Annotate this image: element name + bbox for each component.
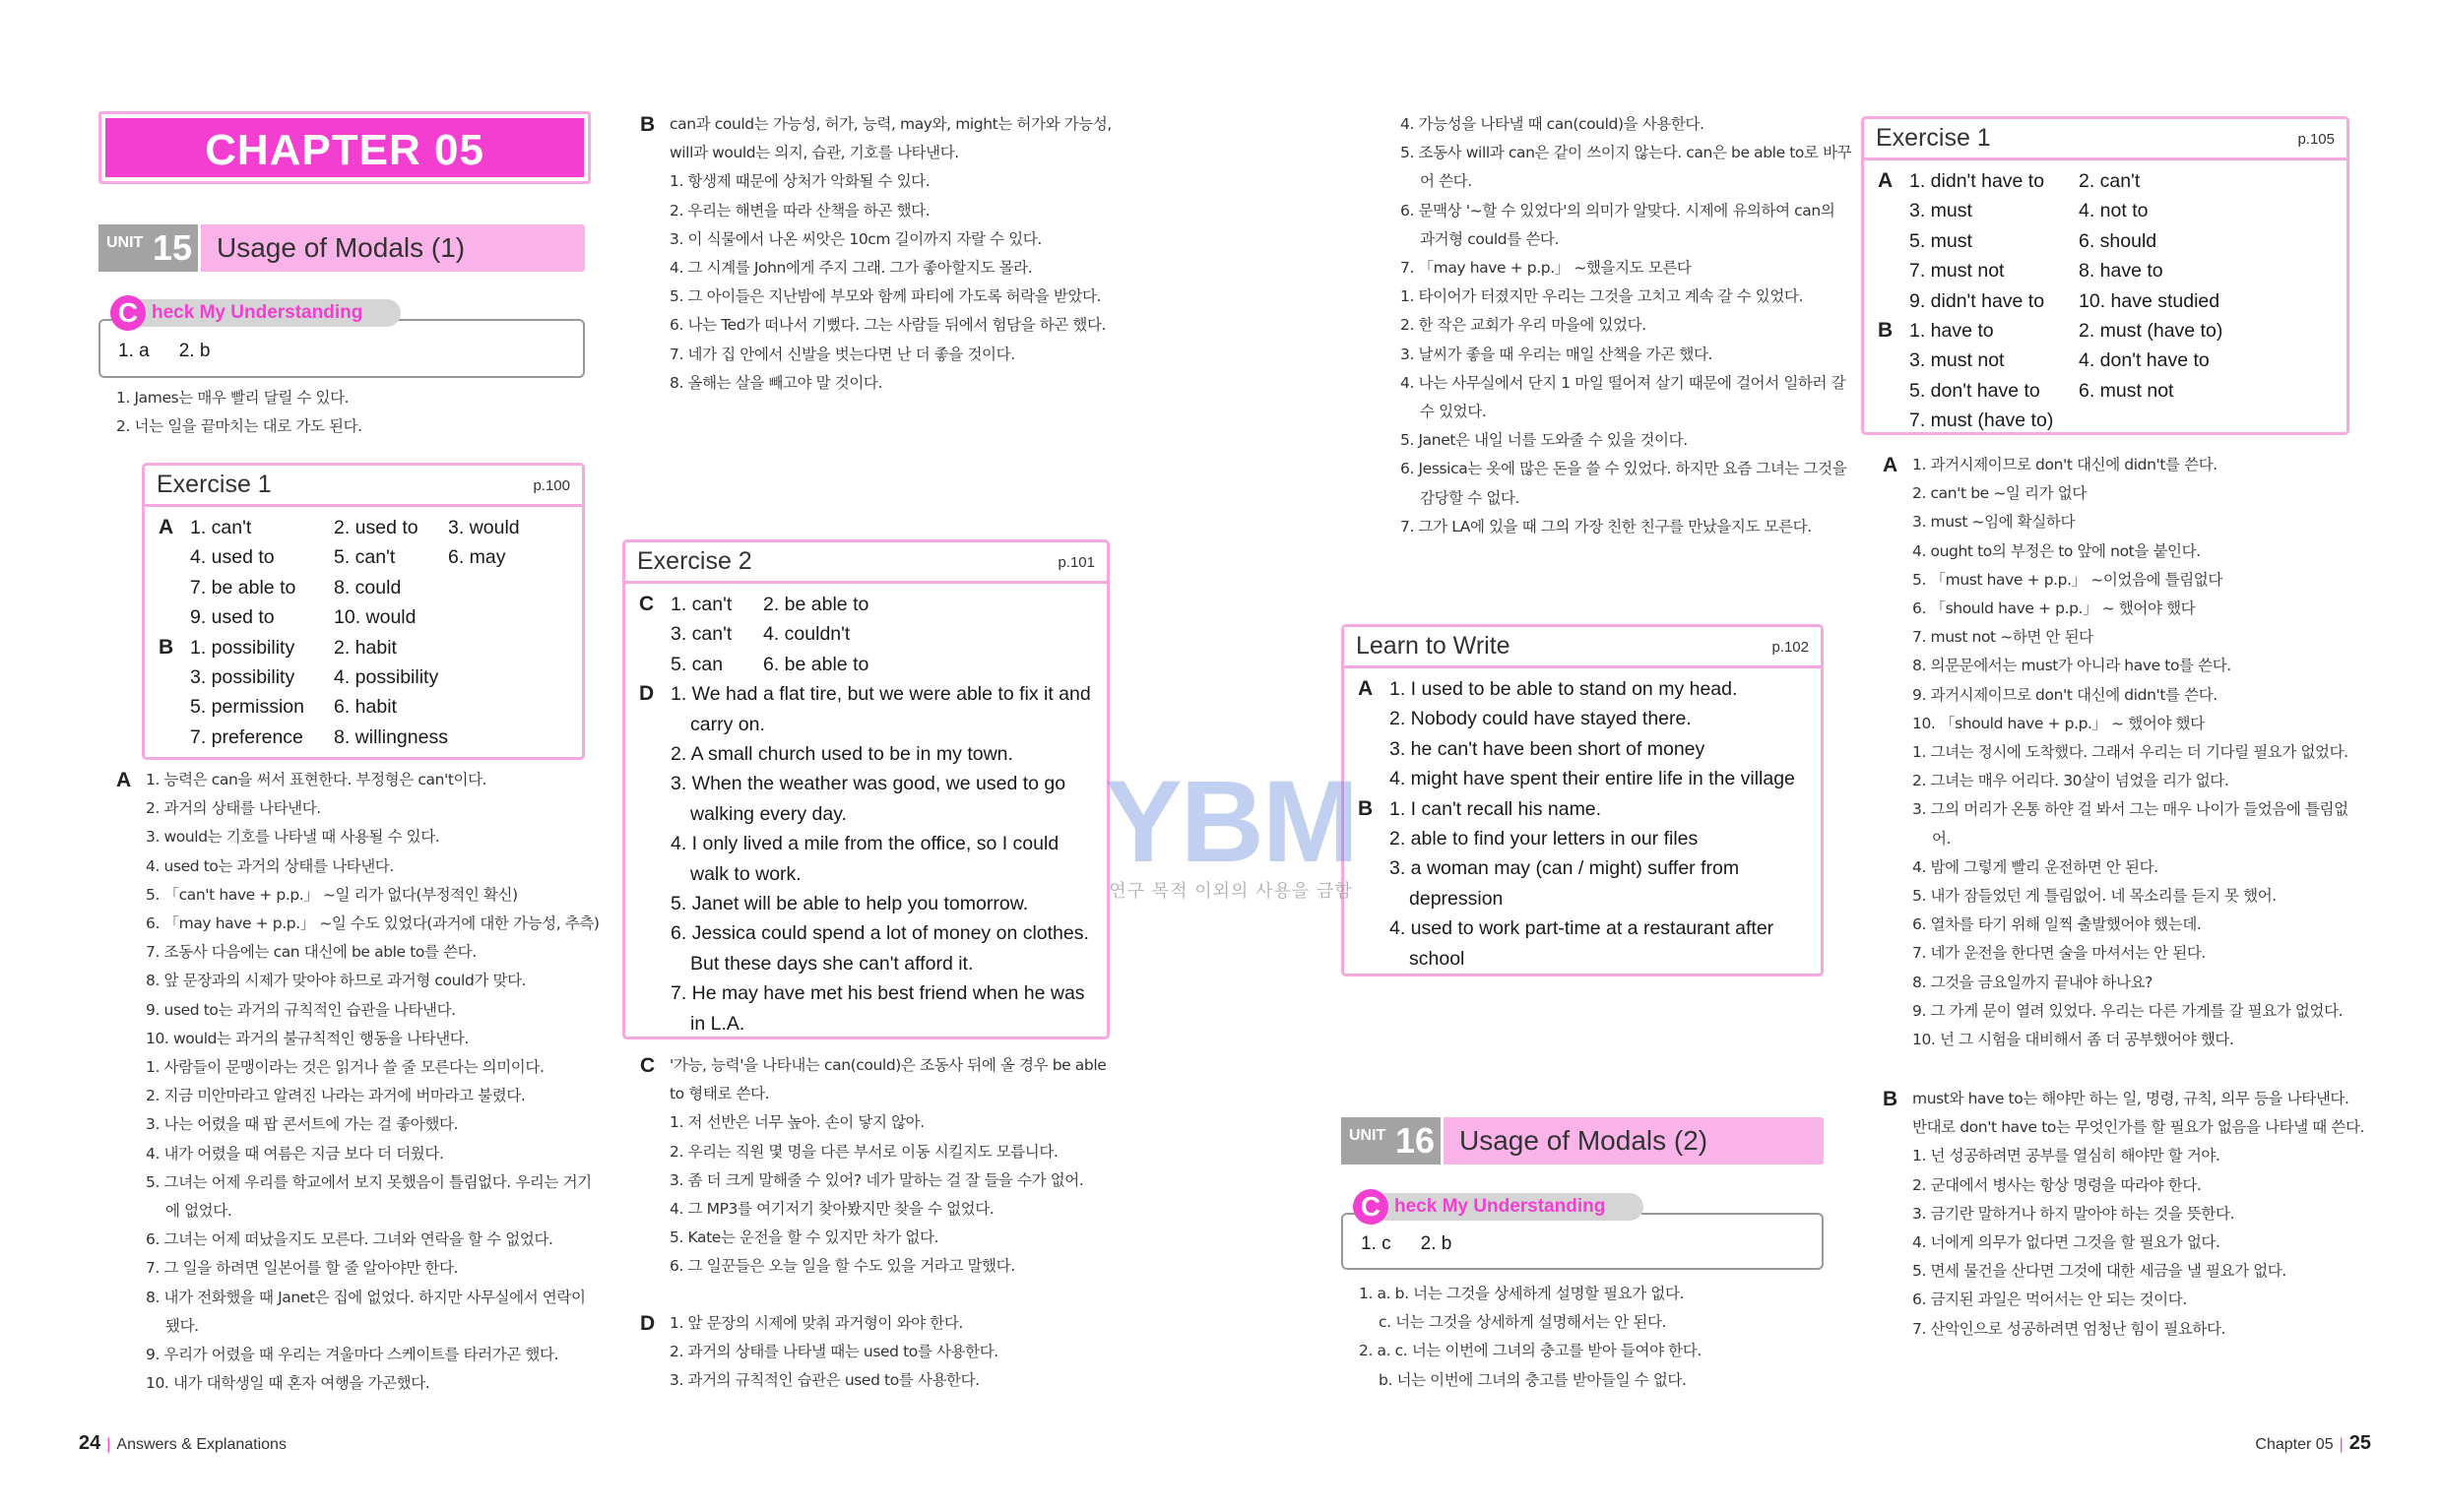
answer-row: 7. must not 8. have to <box>1909 260 2163 283</box>
explanation-line: c. 너는 그것을 상세하게 설명해서는 안 된다. <box>1379 1313 1667 1332</box>
explanation-line: 3. must ~임에 확실하다 <box>1912 513 2076 532</box>
check-understanding-15 <box>98 299 585 378</box>
answer-row: 3. must not 4. don't have to <box>1909 349 2210 372</box>
answer-row: 9. didn't have to 10. have studied <box>1909 289 2220 312</box>
explanation-A-left <box>116 766 600 1398</box>
unit-number: 16 <box>1395 1120 1436 1161</box>
section-A: A 1. 과거시제이므로 don't 대신에 didn't를 쓴다. 2. can't be ~일 리가 없다 3. must ~임에 확실하다 4. ought to의 부정은 to 앞에 not을 붙인다. 5. 「must have + p.p.」 ~이었음에 틀림없다 6. 「should have + p.p.」 ~ 했어야 했다 7. must not ~하면 안 된다 8. 의문문에서는 must가 아니라 have to를 쓴다. 9. 과거시제이므로 don't 대신에 didn't를 쓴다. 10. 「should have + p.p.」 ~ 했어야 했다 1. 그녀는 정시에 도착했다. 그래서 우리는 더 기다릴 필요가 없었다. 2. 그녀는 매우 어리다. 30살이 넘었을 리가 없다. 3. 그의 머리가 온통 하얀 걸 봐서 그는 매우 나이가 들었음에 틀림없어. 4. 밤에 그렇게 빨리 운전하면 안 된다. 5. 내가 잠들었던 게 틀림없어. 네 목소리를 듣지 못 했어. 6. 열차를 타기 위해 일찍 출발했어야 했는데. 7. 네가 운전을 한다면 술을 마셔서는 안 된다. 8. 그것을 금요일까지 끝내야 하나요? 9. 그 가게 문이 열려 있었다. 우리는 다른 가게를 갈 필요가 없었다. 10. 넌 그 시험을 대비해서 좀 더 공부했어야 했다. <box>1883 451 2365 1054</box>
answer-line: 5. Janet will be able to help you tomorrow. <box>671 893 1029 915</box>
answer-line: 4. used to work part-time at a restaurant after school <box>1389 917 1774 970</box>
explanation-line: 4. 그 시계를 John에게 주지 그래. 그가 좋아할지도 몰라. <box>670 259 1033 278</box>
explanation-line: 1. 넌 성공하려면 공부를 열심히 해야만 할 거야. <box>1912 1147 2220 1166</box>
section-A: A 1. didn't have to 2. can't 3. must 4. not to 5. must 6. should 7. must not 8. have to 9. didn't have to 10. have studied <box>1878 166 2337 316</box>
page-number-left: 24 <box>79 1432 101 1454</box>
explanation-line: 6. 금지된 과일은 먹어서는 안 되는 것이다. <box>1912 1291 2187 1309</box>
explanation-line: 7. 그가 LA에 있을 때 그의 가장 친한 친구를 만났을지도 모른다. <box>1400 517 1812 536</box>
chapter-title: CHAPTER 05 <box>205 126 484 174</box>
explanation-A-right <box>1883 451 2365 1054</box>
explanation-line: 2. a. c. 너는 이번에 그녀의 충고를 받아 들여야 한다. <box>1359 1342 1702 1360</box>
explanation-line: must와 have to는 해야만 하는 일, 명령, 규칙, 의무 등을 나타낸다. 반대로 don't have to는 무엇인가를 할 필요가 없음을 나타낼 때 쓴다. <box>1912 1090 2365 1137</box>
check-answer: 1. a <box>118 341 150 361</box>
answer-line: 3. he can't have been short of money <box>1389 737 1705 760</box>
check-title-text: heck My Understanding <box>152 302 363 323</box>
unit-number: 15 <box>153 227 193 268</box>
explanation-line: 1. 그녀는 정시에 도착했다. 그래서 우리는 더 기다릴 필요가 없었다. <box>1912 743 2348 762</box>
answer-line: 4. might have spent their entire life in the village <box>1389 768 1795 790</box>
answer-line: 2. A small church used to be in my town. <box>671 742 1013 765</box>
explanation-line: 1. a. b. 너는 그것을 상세하게 설명할 필요가 없다. <box>1359 1285 1685 1302</box>
explanation-D-continued <box>1371 110 1853 541</box>
footer-right: Chapter 05 | 25 <box>2255 1432 2371 1454</box>
explanation-line: 2. can't be ~일 리가 없다 <box>1912 484 2087 503</box>
answer-line: 4. I only lived a mile from the office, so I could walk to work. <box>671 833 1060 885</box>
check-understanding-16 <box>1341 1193 1824 1272</box>
explanation-line: 8. 올해는 살을 빼고야 말 것이다. <box>670 373 883 392</box>
page-number-right: 25 <box>2348 1432 2371 1454</box>
explanation-line: 10. 내가 대학생일 때 혼자 여행을 가곤했다. <box>146 1374 430 1393</box>
explanation-line: 10. 넌 그 시험을 대비해서 좀 더 공부했어야 했다. <box>1912 1031 2234 1049</box>
explanation-C-left <box>640 1051 1113 1282</box>
explanation-line: 5. Janet은 내일 너를 도와줄 수 있을 것이다. <box>1400 431 1688 450</box>
check-title-pill <box>110 299 401 327</box>
explanation-line: 7. must not ~하면 안 된다 <box>1912 628 2093 647</box>
explanation-line: 2. 우리는 직원 몇 명을 다른 부서로 이동 시킬지도 모릅니다. <box>670 1142 1059 1161</box>
answer-line: 3. a woman may (can / might) suffer from depression <box>1389 857 1740 910</box>
answer-line: 3. When the weather was good, we used to go walking every day. <box>671 773 1066 825</box>
explanation-line: 5. 조동사 will과 can은 같이 쓰이지 않는다. can은 be able to로 바꾸어 쓴다. <box>1400 144 1852 191</box>
answer-line: 1. We had a flat tire, but we were able to fix it and carry on. <box>671 683 1091 735</box>
explanation-line: 1. James는 매우 빨리 달릴 수 있다. <box>116 389 350 407</box>
explanation-line: 3. 좀 더 크게 말해줄 수 있어? 네가 말하는 걸 잘 들을 수가 없어. <box>670 1170 1084 1189</box>
answer-row: 9. used to 10. would <box>190 606 417 629</box>
explanation-line: 7. 산악인으로 성공하려면 엄청난 힘이 필요하다. <box>1912 1319 2226 1338</box>
answer-row: 5. must 6. should <box>1909 229 2157 252</box>
explanation-line: 6. 그 일꾼들은 오늘 일을 할 수도 있을 거라고 말했다. <box>670 1257 1015 1276</box>
explanation-line: 6. 그녀는 어제 떠났을지도 모른다. 그녀와 연락을 할 수 없었다. <box>146 1230 553 1249</box>
explanation-line: 3. 이 식물에서 나온 씨앗은 10cm 길이까지 자랄 수 있다. <box>670 229 1042 248</box>
answer-line: 6. Jessica could spend a lot of money on clothes. But these days she can't afford it. <box>671 922 1089 975</box>
exercise-answers <box>1358 674 1811 974</box>
section-A: A 1. can't 2. used to 3. would 4. used to 5. can't 6. may 7. be able to 8. could 9. used to 10. would <box>159 513 572 633</box>
explanation-line: 2. 우리는 해변을 따라 산책을 하곤 했다. <box>670 201 931 220</box>
answer-line: 2. Nobody could have stayed there. <box>1389 708 1692 730</box>
answer-row: 5. can 6. be able to <box>671 653 869 675</box>
unit-number-box <box>98 224 201 272</box>
explanation-line: 6. 「may have + p.p.」 ~일 수도 있었다(과거에 대한 가능성, 추측) <box>146 914 600 933</box>
answer-row: 1. have to 2. must (have to) <box>1909 319 2223 342</box>
unit-title: Usage of Modals (1) <box>217 232 466 263</box>
exercise1-box-right <box>1861 116 2349 435</box>
exercise-answers <box>159 513 572 752</box>
exercise-header <box>145 466 582 507</box>
exercise-header <box>625 542 1107 584</box>
chapter-banner <box>98 111 591 184</box>
explanation-line: 2. 군대에서 병사는 항상 명령을 따라야 한다. <box>1912 1175 2202 1194</box>
explanation-line: 4. 너에게 의무가 없다면 그것을 할 필요가 없다. <box>1912 1233 2220 1252</box>
answer-row: 3. can't 4. couldn't <box>671 623 851 646</box>
explanation-line: 4. 밤에 그렇게 빨리 운전하면 안 된다. <box>1912 857 2158 876</box>
exercise-header <box>1344 627 1821 668</box>
explanation-line: 9. 과거시제이므로 don't 대신에 didn't를 쓴다. <box>1912 685 2217 704</box>
explanation-line: can과 could는 가능성, 허가, 능력, may와, might는 허가와 가능성, will과 would는 의지, 습관, 기호를 나타낸다. <box>670 115 1112 162</box>
answer-line: 2. able to find your letters in our files <box>1389 828 1699 850</box>
exercise-page: p.100 <box>533 477 570 494</box>
explanation-line: 2. 너는 일을 끝마치는 대로 가도 된다. <box>116 417 362 436</box>
explanation-line: 6. 문맥상 '~할 수 있었다'의 의미가 알맞다. 시제에 유의하여 can의 과거형 could를 쓴다. <box>1400 201 1835 248</box>
explanation-line: 3. 그의 머리가 온통 하얀 걸 봐서 그는 매우 나이가 들었음에 틀림없어. <box>1912 800 2348 848</box>
explanation-line: 9. used to는 과거의 규칙적인 습관을 나타낸다. <box>146 1000 456 1019</box>
exercise2-box <box>622 539 1110 1040</box>
explanation-line: 2. 과거의 상태를 나타낼 때는 used to를 사용한다. <box>670 1343 998 1361</box>
explanation-line: 5. Kate는 운전을 할 수 있지만 차가 없다. <box>670 1228 939 1247</box>
explanation-line: 5. 「can't have + p.p.」 ~일 리가 없다(부정적인 확신) <box>146 885 518 904</box>
section-C: C '가능, 능력'을 나타내는 can(could)은 조동사 뒤에 올 경우 be able to 형태로 쓴다. 1. 저 선반은 너무 높아. 손이 닿지 않아. 2. 우리는 직원 몇 명을 다른 부서로 이동 시킬지도 모릅니다. 3. 좀 더 크게 말해줄 수 있어? 네가 말하는 걸 잘 들을 수가 없어. 4. 그 MP3를 여기저기 찾아봤지만 찾을 수 없었다. 5. Kate는 운전을 할 수 있지만 차가 없다. 6. 그 일꾼들은 오늘 일을 할 수도 있을 거라고 말했다. <box>640 1051 1113 1282</box>
answer-line: 1. I can't recall his name. <box>1389 797 1602 820</box>
explanation-line: 8. 의문문에서는 must가 아니라 have to를 쓴다. <box>1912 657 2231 675</box>
section-D: D 1. 앞 문장의 시제에 맞춰 과거형이 와야 한다. 2. 과거의 상태를 나타낼 때는 used to를 사용한다. 3. 과거의 규칙적인 습관은 used to를 사용한다. <box>640 1309 1113 1396</box>
unit-16-header <box>1341 1117 1824 1165</box>
answer-row: 1. can't 2. be able to <box>671 594 869 615</box>
explanation-line: 5. 내가 잠들었던 게 틀림없어. 네 목소리를 듣지 못 했어. <box>1912 887 2277 906</box>
explanation-line: 1. 능력은 can을 써서 표현한다. 부정형은 can't이다. <box>146 771 487 788</box>
answer-row: 1. didn't have to 2. can't <box>1909 170 2141 192</box>
exercise-page: p.101 <box>1058 554 1095 571</box>
answer-row: 1. possibility 2. habit <box>190 636 397 659</box>
check-answers <box>118 341 210 362</box>
check16-explanations <box>1359 1280 1832 1395</box>
answer-row: 7. must (have to) <box>1909 410 2054 432</box>
unit-title: Usage of Modals (2) <box>1459 1125 1708 1156</box>
answer-line: 1. I used to be able to stand on my head. <box>1389 678 1738 700</box>
section-B: B must와 have to는 해야만 하는 일, 명령, 규칙, 의무 등을 나타낸다. 반대로 don't have to는 무엇인가를 할 필요가 없음을 나타낼 때 쓴다. 1. 넌 성공하려면 공부를 열심히 해야만 할 거야. 2. 군대에서 병사는 항상 명령을 따라야 한다. 3. 금기란 말하거나 하지 말아야 하는 것을 뜻한다. 4. 너에게 의무가 없다면 그것을 할 필요가 없다. 5. 면세 물건을 산다면 그것에 대한 세금을 낼 필요가 없다. 6. 금지된 과일은 먹어서는 안 되는 것이다. 7. 산악인으로 성공하려면 엄청난 힘이 필요하다. <box>1883 1085 2365 1344</box>
answer-row: 3. possibility 4. possibility <box>190 665 439 688</box>
explanation-line: 10. 「should have + p.p.」 ~ 했어야 했다 <box>1912 714 2205 732</box>
explanation-line: 3. 나는 어렸을 때 팝 콘서트에 가는 걸 좋아했다. <box>146 1115 459 1134</box>
explanation-line: 10. would는 과거의 불규칙적인 행동을 나타낸다. <box>146 1029 469 1047</box>
explanation-line: 6. 열차를 타기 위해 일찍 출발했어야 했는데. <box>1912 915 2202 934</box>
explanation-line: 2. 그녀는 매우 어리다. 30살이 넘었을 리가 없다. <box>1912 772 2229 790</box>
footer-right-text: Chapter 05 <box>2255 1436 2334 1453</box>
explanation-B-right <box>1883 1085 2365 1344</box>
explanation-line: 6. Jessica는 옷에 많은 돈을 쓸 수 있었다. 하지만 요즘 그녀는 그것을 감당할 수 없다. <box>1400 460 1847 507</box>
watermark-logo: YBM <box>1104 757 1358 887</box>
explanation-line: 3. 금기란 말하거나 하지 말아야 하는 것을 뜻한다. <box>1912 1204 2235 1223</box>
exercise-page: p.105 <box>2297 131 2335 148</box>
explanation-line: 7. 「may have + p.p.」 ~했을지도 모른다 <box>1400 259 1692 278</box>
section-B: B 1. I can't recall his name. 2. able to find your letters in our files 3. a woman may (can / might) suffer from depression 4. used to work part-time at a restaurant after school <box>1358 794 1811 974</box>
explanation-line: 5. 면세 물건을 산다면 그것에 대한 세금을 낼 필요가 없다. <box>1912 1262 2286 1281</box>
answer-row: 7. preference 8. willingness <box>190 725 448 748</box>
check-c-circle: C <box>110 295 146 331</box>
explanation-line: 4. 그 MP3를 여기저기 찾아봤지만 찾을 수 없었다. <box>670 1200 995 1219</box>
explanation-line: 1. 과거시제이므로 don't 대신에 didn't를 쓴다. <box>1912 456 2217 473</box>
exercise-page: p.102 <box>1771 639 1809 656</box>
exercise-answers <box>639 590 1097 1039</box>
footer-left-text: Answers & Explanations <box>116 1436 287 1453</box>
section-A: A 1. I used to be able to stand on my head. 2. Nobody could have stayed there. 3. he can't have been short of money 4. might have spent their entire life in the village <box>1358 674 1811 794</box>
answer-row: 5. don't have to 6. must not <box>1909 379 2174 402</box>
section-A: A 1. 능력은 can을 써서 표현한다. 부정형은 can't이다. 2. 과거의 상태를 나타낸다. 3. would는 기호를 나타낼 때 사용될 수 있다. 4. used to는 과거의 상태를 나타낸다. 5. 「can't have + p.p.」 ~일 리가 없다(부정적인 확신) 6. 「may have + p.p.」 ~일 수도 있었다(과거에 대한 가능성, 추측) 7. 조동사 다음에는 can 대신에 be able to를 쓴다. 8. 앞 문장과의 시제가 맞아야 하므로 과거형 could가 맞다. 9. used to는 과거의 규칙적인 습관을 나타낸다. 10. would는 과거의 불규칙적인 행동을 나타낸다. 1. 사람들이 문맹이라는 것은 읽거나 쓸 줄 모른다는 의미이다. 2. 지금 미안마라고 알려진 나라는 과거에 버마라고 불렸다. 3. 나는 어렸을 때 팝 콘서트에 가는 걸 좋아했다. 4. 내가 어렸을 때 여름은 지금 보다 더 더웠다. 5. 그녀는 어제 우리를 학교에서 보지 못했음이 틀림없다. 우리는 거기에 없었다. 6. 그녀는 어제 떠났을지도 모른다. 그녀와 연락을 할 수 없었다. 7. 그 일을 하려면 일본어를 할 줄 알아야만 한다. 8. 내가 전화했을 때 Janet은 집에 없었다. 하지만 사무실에서 연락이 됐다. 9. 우리가 어렸을 때 우리는 겨울마다 스케이트를 타러가곤 했다. 10. 내가 대학생일 때 혼자 여행을 가곤했다. <box>116 766 593 1398</box>
unit-15-header <box>98 224 585 272</box>
explanation-line: 7. 네가 집 안에서 신발을 벗는다면 난 더 좋을 것이다. <box>670 345 1015 363</box>
explanation-D-left <box>640 1309 1113 1396</box>
unit-number-box <box>1341 1117 1444 1165</box>
check-answer: 2. b <box>178 341 211 361</box>
explanation-B-left <box>640 110 1113 398</box>
explanation-line: '가능, 능력'을 나타내는 can(could)은 조동사 뒤에 올 경우 be able to 형태로 쓴다. <box>670 1056 1107 1103</box>
check-title-pill <box>1353 1193 1643 1221</box>
ybm-watermark <box>1083 757 1379 911</box>
explanation-line: 5. 「must have + p.p.」 ~이었음에 틀림없다 <box>1912 570 2222 589</box>
unit-label: UNIT <box>106 234 144 251</box>
check15-explanations <box>116 384 589 441</box>
exercise-title: Exercise 1 <box>1876 124 1991 152</box>
explanation-line: b. 너는 이번에 그녀의 충고를 받아들일 수 없다. <box>1379 1370 1687 1389</box>
explanation-line: 2. 과거의 상태를 나타낸다. <box>146 799 321 818</box>
check-answer: 1. c <box>1361 1233 1391 1254</box>
explanation-line: 5. 그 아이들은 지난밤에 부모와 함께 파티에 가도록 허락을 받았다. <box>670 287 1102 306</box>
explanation-line: 6. 「should have + p.p.」 ~ 했어야 했다 <box>1912 599 2196 618</box>
check-answer: 2. b <box>1420 1233 1452 1254</box>
answer-row: 3. must 4. not to <box>1909 200 2149 222</box>
explanation-line: 4. 가능성을 나타낼 때 can(could)을 사용한다. <box>1400 115 1704 133</box>
exercise-title: Exercise 2 <box>637 547 752 575</box>
explanation-line: 9. 그 가게 문이 열려 있었다. 우리는 다른 가게를 갈 필요가 없었다. <box>1912 1001 2344 1020</box>
section-B: B can과 could는 가능성, 허가, 능력, may와, might는 허가와 가능성, will과 would는 의지, 습관, 기호를 나타낸다. 1. 항생제 때문에 상처가 악화될 수 있다. 2. 우리는 해변을 따라 산책을 하곤 했다. 3. 이 식물에서 나온 씨앗은 10cm 길이까지 자랄 수 있다. 4. 그 시계를 John에게 주지 그래. 그가 좋아할지도 몰라. 5. 그 아이들은 지난밤에 부모와 함께 파티에 가도록 허락을 받았다. 6. 나는 Ted가 떠나서 기뻤다. 그는 사람들 뒤에서 험담을 하곤 했다. 7. 네가 집 안에서 신발을 벗는다면 난 더 좋을 것이다. 8. 올해는 살을 빼고야 말 것이다. <box>640 110 1113 398</box>
explanation-line: 1. 저 선반은 너무 높아. 손이 닿지 않아. <box>670 1113 925 1132</box>
check-c-circle: C <box>1353 1189 1388 1225</box>
explanation-line: 7. 네가 운전을 한다면 술을 마셔서는 안 된다. <box>1912 944 2206 963</box>
explanation-line: 1. 항생제 때문에 상처가 악화될 수 있다. <box>670 172 931 191</box>
explanation-line: 1. 사람들이 문맹이라는 것은 읽거나 쓸 줄 모른다는 의미이다. <box>146 1058 545 1077</box>
answer-row: 4. used to 5. can't 6. may <box>190 546 506 569</box>
explanation-line: 6. 나는 Ted가 떠나서 기뻤다. 그는 사람들 뒤에서 험담을 하곤 했다. <box>670 316 1107 335</box>
exercise-answers <box>1878 166 2337 436</box>
explanation-line: 2. 지금 미안마라고 알려진 나라는 과거에 버마라고 불렸다. <box>146 1087 526 1105</box>
exercise-title: Learn to Write <box>1356 632 1510 660</box>
explanation-line: 9. 우리가 어렸을 때 우리는 겨울마다 스케이트를 타러가곤 했다. <box>146 1346 559 1364</box>
explanation-line: 4. 나는 사무실에서 단지 1 마일 떨어져 살기 때문에 걸어서 일하러 갈 수 있었다. <box>1400 373 1846 421</box>
exercise1-box-left <box>142 463 585 760</box>
explanation-line: 8. 앞 문장과의 시제가 맞아야 하므로 과거형 could가 맞다. <box>146 972 527 990</box>
explanation-line: 1. 앞 문장의 시제에 맞춰 과거형이 와야 한다. <box>670 1314 963 1332</box>
answer-row: 5. permission 6. habit <box>190 696 397 719</box>
watermark-notice: 연구 목적 이외의 사용을 금함 <box>1109 881 1353 902</box>
section-C: C 1. can't 2. be able to 3. can't 4. couldn't 5. can 6. be able to <box>639 590 1097 679</box>
explanation-line: 5. 그녀는 어제 우리를 학교에서 보지 못했음이 틀림없다. 우리는 거기에 없었다. <box>146 1172 592 1221</box>
explanation-line: 2. 한 작은 교회가 우리 마을에 있었다. <box>1400 316 1646 335</box>
explanation-line: 7. 그 일을 하려면 일본어를 할 줄 알아야만 한다. <box>146 1259 459 1278</box>
explanation-line: 7. 조동사 다음에는 can 대신에 be able to를 쓴다. <box>146 943 477 962</box>
explanation-line: 3. 날씨가 좋을 때 우리는 매일 산책을 가곤 했다. <box>1400 345 1713 363</box>
check-title-text: heck My Understanding <box>1394 1196 1606 1217</box>
check-answers <box>1361 1233 1451 1255</box>
learn-to-write-box <box>1341 624 1824 976</box>
unit-label: UNIT <box>1349 1127 1386 1144</box>
exercise-header <box>1864 119 2346 160</box>
explanation-line: 3. would는 기호를 나타낼 때 사용될 수 있다. <box>146 828 440 847</box>
explanation-line: 4. ought to의 부정은 to 앞에 not을 붙인다. <box>1912 541 2201 560</box>
footer-left: 24 | Answers & Explanations <box>79 1432 287 1454</box>
section-B: B 1. possibility 2. habit 3. possibility 4. possibility 5. permission 6. habit 7. preference 8. willingness <box>159 633 572 753</box>
section-B: B 1. have to 2. must (have to) 3. must not 4. don't have to 5. don't have to 6. must not 7. must (have to) <box>1878 316 2337 436</box>
explanation-line: 8. 그것을 금요일까지 끝내야 하나요? <box>1912 973 2153 991</box>
answer-row: 7. be able to 8. could <box>190 576 402 598</box>
section-D: D 1. We had a flat tire, but we were able to fix it and carry on. 2. A small church used to be in my town. 3. When the weather was good, we used to go walking every day. 4. I only lived a mile from the office, so I could walk to work. 5. Janet will be able to help you tomorrow. 6. Jessica could spend a lot of money on clothes. But these days she can't afford it. 7. He may have met his best friend when he was in L.A. <box>639 679 1097 1039</box>
explanation-line: 3. 과거의 규칙적인 습관은 used to를 사용한다. <box>670 1371 980 1390</box>
explanation-line: 4. used to는 과거의 상태를 나타낸다. <box>146 856 394 875</box>
answer-row: 1. can't 2. used to 3. would <box>190 517 520 538</box>
exercise-title: Exercise 1 <box>157 471 272 498</box>
explanation-line: 8. 내가 전화했을 때 Janet은 집에 없었다. 하지만 사무실에서 연락이 됐다. <box>146 1288 586 1335</box>
explanation-line: 4. 내가 어렸을 때 여름은 지금 보다 더 더웠다. <box>146 1144 444 1163</box>
section-D-continued <box>1371 110 1853 541</box>
explanation-line: 1. 타이어가 터졌지만 우리는 그것을 고치고 계속 갈 수 있었다. <box>1400 287 1804 306</box>
answer-line: 7. He may have met his best friend when he was in L.A. <box>671 982 1085 1035</box>
